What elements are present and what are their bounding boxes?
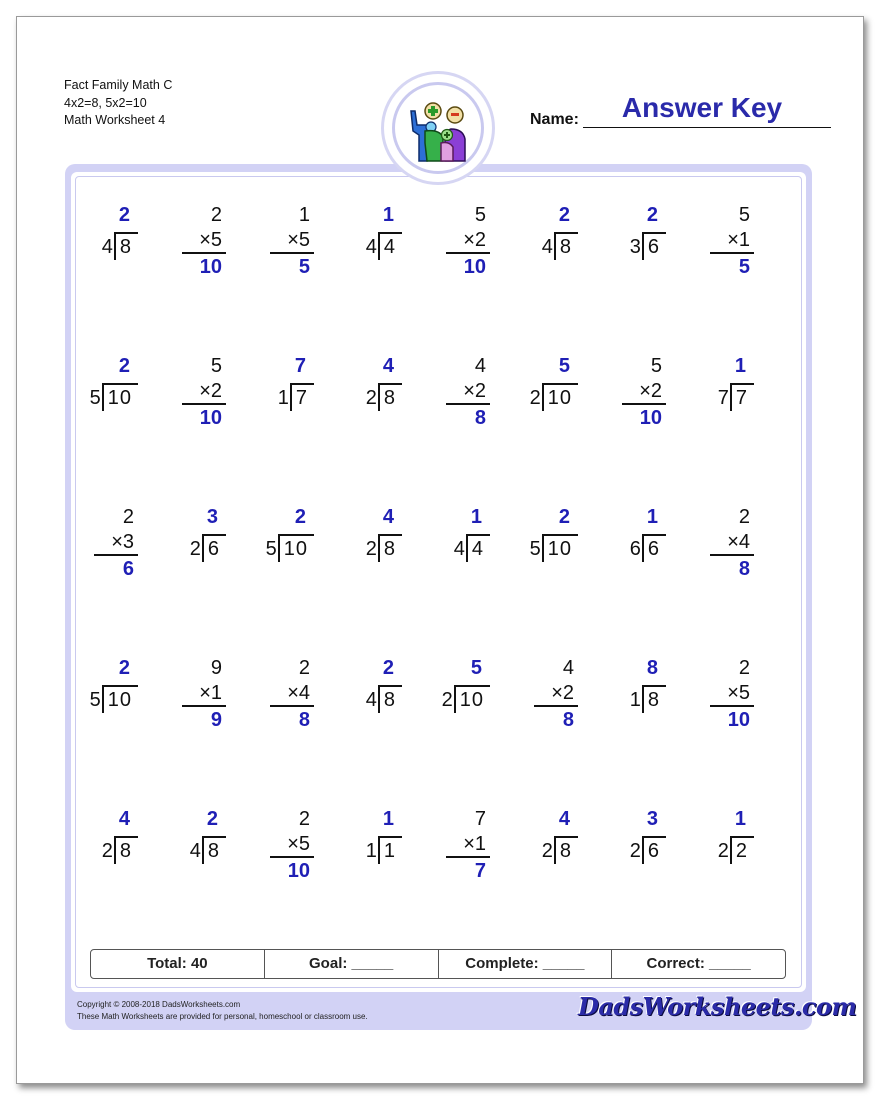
divisor: 5 [89, 387, 101, 409]
multiplication-problem [534, 655, 578, 733]
dividend: 4 [378, 232, 402, 260]
product-answer: 10 [287, 860, 310, 882]
quotient-answer: 1 [734, 355, 746, 377]
footer-notice [77, 999, 368, 1023]
copyright-text: Copyright © 2008-2018 DadsWorksheets.com [77, 1000, 241, 1009]
dividend: 7 [290, 383, 314, 411]
multiplication-problem [710, 655, 754, 733]
problems-panel [71, 172, 806, 992]
product-answer: 5 [738, 256, 750, 278]
factor-top: 2 [738, 657, 750, 679]
divisor: 6 [629, 538, 641, 560]
division-problem [498, 806, 578, 864]
factor-top: 1 [298, 204, 310, 226]
product-answer: 10 [199, 407, 222, 429]
dividend: 1 [378, 836, 402, 864]
multiplication-problem [94, 504, 138, 582]
dividend: 6 [202, 534, 226, 562]
score-total: Total: 40 [91, 950, 265, 978]
factor-top: 2 [122, 506, 134, 528]
factor-bottom: ×5 [270, 228, 314, 254]
division-problem [322, 504, 402, 562]
product-answer: 6 [122, 558, 134, 580]
worksheet-subtitle: 4x2=8, 5x2=10 [64, 95, 147, 110]
divisor: 7 [717, 387, 729, 409]
factor-bottom: ×2 [534, 681, 578, 707]
divisor: 3 [629, 236, 641, 258]
usage-notice: These Math Worksheets are provided for personal, homeschool or classroom use. [77, 1012, 368, 1021]
divisor: 4 [365, 689, 377, 711]
division-problem [586, 202, 666, 260]
divisor: 4 [453, 538, 465, 560]
product-answer: 10 [727, 709, 750, 731]
dividend: 10 [454, 685, 490, 713]
quotient-answer: 1 [646, 506, 658, 528]
division-problem [498, 353, 578, 411]
multiplication-problem [710, 202, 754, 280]
divisor: 4 [541, 236, 553, 258]
division-problem [674, 353, 754, 411]
quotient-answer: 4 [382, 506, 394, 528]
score-correct[interactable]: Correct: _____ [646, 955, 751, 972]
factor-bottom: ×2 [622, 379, 666, 405]
divisor: 5 [89, 689, 101, 711]
factor-top: 4 [562, 657, 574, 679]
dividend: 10 [102, 685, 138, 713]
dividend: 8 [114, 232, 138, 260]
multiplication-problem [182, 655, 226, 733]
dividend: 8 [642, 685, 666, 713]
divisor: 2 [365, 538, 377, 560]
product-answer: 8 [298, 709, 310, 731]
division-problem [322, 353, 402, 411]
name-label: Name: [530, 111, 579, 128]
factor-bottom: ×4 [710, 530, 754, 556]
division-problem [146, 806, 226, 864]
divisor: 4 [365, 236, 377, 258]
division-problem [234, 504, 314, 562]
factor-bottom: ×4 [270, 681, 314, 707]
quotient-answer: 1 [382, 808, 394, 830]
worksheet-header [64, 77, 172, 130]
dividend: 8 [554, 232, 578, 260]
dividend: 6 [642, 232, 666, 260]
dividend: 10 [278, 534, 314, 562]
product-answer: 10 [463, 256, 486, 278]
quotient-answer: 8 [646, 657, 658, 679]
multiplication-problem [622, 353, 666, 431]
quotient-answer: 4 [558, 808, 570, 830]
division-problem [322, 655, 402, 713]
quotient-answer: 5 [470, 657, 482, 679]
worksheet-title: Fact Family Math C [64, 78, 173, 92]
quotient-answer: 5 [558, 355, 570, 377]
problems-frame [65, 164, 812, 1030]
quotient-answer: 1 [734, 808, 746, 830]
factor-top: 5 [650, 355, 662, 377]
family-logo [381, 71, 495, 185]
divisor: 1 [629, 689, 641, 711]
dividend: 8 [114, 836, 138, 864]
product-answer: 8 [474, 407, 486, 429]
division-problem [410, 504, 490, 562]
quotient-answer: 2 [646, 204, 658, 226]
quotient-answer: 3 [646, 808, 658, 830]
divisor: 2 [629, 840, 641, 862]
product-answer: 10 [639, 407, 662, 429]
multiplication-problem [182, 353, 226, 431]
quotient-answer: 2 [206, 808, 218, 830]
quotient-answer: 3 [206, 506, 218, 528]
quotient-answer: 4 [118, 808, 130, 830]
division-problem [674, 806, 754, 864]
quotient-answer: 2 [558, 506, 570, 528]
factor-top: 2 [298, 657, 310, 679]
factor-bottom: ×2 [446, 228, 490, 254]
divisor: 4 [101, 236, 113, 258]
product-answer: 8 [738, 558, 750, 580]
quotient-answer: 1 [382, 204, 394, 226]
score-complete[interactable]: Complete: _____ [439, 950, 613, 978]
divisor: 2 [717, 840, 729, 862]
division-problem [586, 806, 666, 864]
quotient-answer: 2 [118, 355, 130, 377]
multiplication-problem [182, 202, 226, 280]
dividend: 10 [542, 383, 578, 411]
multiplication-problem [710, 504, 754, 582]
quotient-answer: 1 [470, 506, 482, 528]
fact-family-icon [401, 91, 475, 165]
quotient-answer: 4 [382, 355, 394, 377]
division-problem [586, 655, 666, 713]
divisor: 4 [189, 840, 201, 862]
factor-top: 4 [474, 355, 486, 377]
factor-bottom: ×5 [270, 832, 314, 858]
dividend: 8 [378, 383, 402, 411]
multiplication-problem [446, 202, 490, 280]
division-problem [58, 655, 138, 713]
product-answer: 10 [199, 256, 222, 278]
multiplication-problem [446, 353, 490, 431]
dividend: 4 [466, 534, 490, 562]
dividend: 2 [730, 836, 754, 864]
dividend: 6 [642, 836, 666, 864]
factor-bottom: ×1 [710, 228, 754, 254]
brand-logo: DadsWorksheets.com [578, 992, 857, 1021]
division-problem [322, 806, 402, 864]
factor-bottom: ×1 [446, 832, 490, 858]
score-bar [90, 949, 786, 979]
divisor: 2 [101, 840, 113, 862]
factor-bottom: ×1 [182, 681, 226, 707]
divisor: 2 [189, 538, 201, 560]
factor-top: 7 [474, 808, 486, 830]
divisor: 2 [441, 689, 453, 711]
quotient-answer: 2 [118, 204, 130, 226]
quotient-answer: 2 [558, 204, 570, 226]
division-problem [58, 806, 138, 864]
factor-bottom: ×3 [94, 530, 138, 556]
factor-top: 2 [738, 506, 750, 528]
answer-key-heading: Answer Key [621, 92, 783, 123]
factor-bottom: ×5 [710, 681, 754, 707]
product-answer: 9 [210, 709, 222, 731]
dividend: 8 [378, 534, 402, 562]
product-answer: 7 [474, 860, 486, 882]
product-answer: 5 [298, 256, 310, 278]
multiplication-problem [270, 655, 314, 733]
dividend: 8 [378, 685, 402, 713]
score-goal[interactable]: Goal: _____ [265, 950, 439, 978]
division-problem [498, 504, 578, 562]
divisor: 2 [365, 387, 377, 409]
division-problem [586, 504, 666, 562]
dividend: 10 [542, 534, 578, 562]
multiplication-problem [270, 202, 314, 280]
quotient-answer: 2 [294, 506, 306, 528]
factor-bottom: ×2 [182, 379, 226, 405]
divisor: 5 [265, 538, 277, 560]
dividend: 10 [102, 383, 138, 411]
quotient-answer: 2 [382, 657, 394, 679]
product-answer: 8 [562, 709, 574, 731]
division-problem [58, 202, 138, 260]
factor-top: 2 [210, 204, 222, 226]
quotient-answer: 7 [294, 355, 306, 377]
factor-top: 5 [474, 204, 486, 226]
dividend: 6 [642, 534, 666, 562]
division-problem [322, 202, 402, 260]
multiplication-problem [270, 806, 314, 884]
factor-top: 5 [210, 355, 222, 377]
divisor: 1 [277, 387, 289, 409]
factor-bottom: ×5 [182, 228, 226, 254]
division-problem [498, 202, 578, 260]
divisor: 5 [529, 538, 541, 560]
divisor: 2 [541, 840, 553, 862]
name-field-line[interactable] [583, 127, 831, 128]
factor-bottom: ×2 [446, 379, 490, 405]
divisor: 1 [365, 840, 377, 862]
dividend: 7 [730, 383, 754, 411]
factor-top: 2 [298, 808, 310, 830]
division-problem [234, 353, 314, 411]
worksheet-number: Math Worksheet 4 [64, 113, 166, 127]
multiplication-problem [446, 806, 490, 884]
dividend: 8 [202, 836, 226, 864]
dividend: 8 [554, 836, 578, 864]
quotient-answer: 2 [118, 657, 130, 679]
factor-top: 5 [738, 204, 750, 226]
factor-top: 9 [210, 657, 222, 679]
division-problem [58, 353, 138, 411]
division-problem [410, 655, 490, 713]
division-problem [146, 504, 226, 562]
divisor: 2 [529, 387, 541, 409]
